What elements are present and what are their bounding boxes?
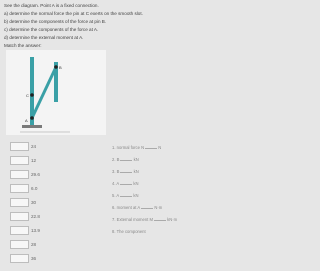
match-item (112, 145, 161, 150)
label-c: C (26, 93, 29, 98)
match-item-blank (120, 160, 132, 161)
answer-select-8[interactable] (10, 240, 29, 249)
ground-support (22, 125, 42, 128)
match-item-blank (145, 148, 157, 149)
answer-row (10, 225, 40, 235)
match-item-label: 1. normal force N (112, 145, 145, 150)
match-item (112, 181, 139, 186)
answer-select-7[interactable] (10, 226, 29, 235)
question-text (4, 2, 196, 50)
answer-row (10, 253, 36, 263)
answer-select-9[interactable] (10, 254, 29, 263)
match-item-label: 4. A (112, 181, 120, 186)
answer-value-6: 22.8 (31, 213, 40, 219)
match-item-label: 8. The component (112, 229, 146, 234)
answer-select-6[interactable] (10, 212, 29, 221)
match-item (112, 193, 139, 198)
answer-row (10, 155, 36, 165)
match-item-unit: kN (133, 193, 139, 198)
match-instruction: Match the answer: (4, 43, 42, 48)
pin-a (30, 116, 34, 120)
match-item-label: 6. moment at A (112, 205, 141, 210)
match-item-unit: kN (133, 181, 139, 186)
answer-row (10, 211, 40, 221)
question-part-a: a) determine the normal force the pin at C exerts on the smooth slot. (4, 11, 143, 16)
answer-row (10, 239, 36, 249)
answer-row (10, 197, 36, 207)
answer-select-4[interactable] (10, 184, 29, 193)
match-item-blank (120, 172, 132, 173)
match-item-unit: N·m (154, 205, 163, 210)
answer-select-1[interactable] (10, 142, 29, 151)
match-item-unit: N (158, 145, 162, 150)
answer-row (10, 169, 40, 179)
answer-matching (0, 139, 200, 271)
answer-value-3: 29.6 (31, 171, 40, 177)
label-a: A (25, 118, 28, 123)
answer-value-1: 24 (31, 143, 37, 149)
pin-c (30, 93, 34, 97)
answer-row (10, 183, 37, 193)
answer-value-4: 6.0 (31, 185, 38, 191)
answer-select-2[interactable] (10, 156, 29, 165)
question-part-c: c) determine the components of the force at A. (4, 27, 99, 32)
answer-select-5[interactable] (10, 198, 29, 207)
match-item-label: 7. External moment M (112, 217, 153, 222)
match-item-blank (120, 184, 132, 185)
answer-value-5: 30 (31, 199, 37, 205)
frame-diagram (6, 50, 106, 135)
answer-value-7: 13.9 (31, 227, 40, 233)
match-item-unit: kN (133, 157, 139, 162)
question-part-d: d) determine the external moment at A. (4, 35, 84, 40)
label-b: B (59, 65, 62, 70)
question-intro: See the diagram. Point A is a fixed connection. (4, 3, 99, 8)
match-item (112, 169, 139, 174)
match-item-blank (120, 196, 132, 197)
match-item-blank (154, 220, 166, 221)
pin-b (54, 65, 58, 69)
answer-select-3[interactable] (10, 170, 29, 179)
match-item (112, 205, 162, 210)
answer-row (10, 141, 36, 151)
match-item (112, 157, 139, 162)
answer-value-8: 28 (31, 241, 37, 247)
match-item-blank (141, 208, 153, 209)
match-item-label: 3. B (112, 169, 120, 174)
match-item-unit: kN (133, 169, 139, 174)
match-item-label: 5. A (112, 193, 120, 198)
match-item (112, 229, 146, 234)
answer-value-9: 36 (31, 255, 37, 261)
diagram-svg (6, 50, 106, 135)
match-item-label: 2. B (112, 157, 120, 162)
match-item-unit: kN·m (167, 217, 178, 222)
question-part-b: b) determine the components of the force at pin B. (4, 19, 107, 24)
answer-value-2: 12 (31, 157, 37, 163)
match-item (112, 217, 177, 222)
